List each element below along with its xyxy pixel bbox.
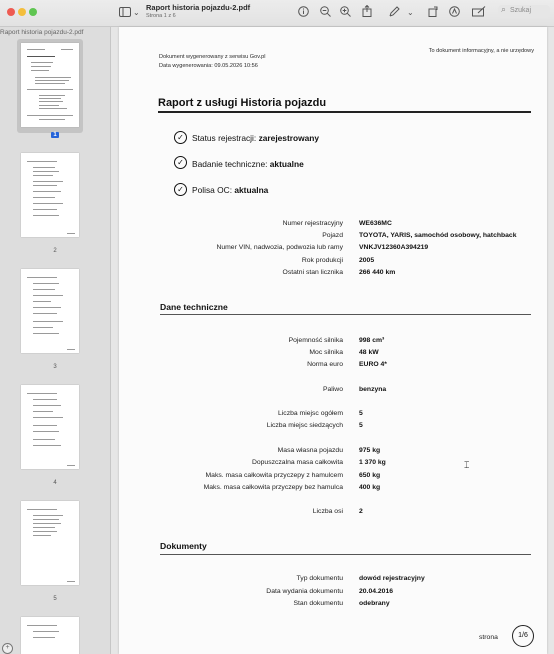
generated-date-text: Data wygenerowania: 09.05.2026 10:56 xyxy=(159,63,258,69)
value-vehicle: TOYOTA, YARIS, samochód osobowy, hatchback xyxy=(359,232,517,239)
informational-notice: To dokument informacyjny, a nie urzędowy xyxy=(428,48,534,54)
status-insurance: Polisa OC: aktualna xyxy=(192,185,269,195)
chevron-down-icon[interactable]: ⌄ xyxy=(407,8,414,17)
generated-source-text: Dokument wygenerowany z serwisu Gov.pl xyxy=(159,54,266,60)
page-number-3[interactable]: 3 xyxy=(53,364,57,370)
value-gross-weight: 1 370 kg xyxy=(359,459,386,466)
label-axles: Liczba osi xyxy=(312,508,343,515)
value-axles: 2 xyxy=(359,508,363,515)
page-thumbnail-3[interactable] xyxy=(17,265,83,359)
status-technical-inspection: Badanie techniczne: aktualne xyxy=(192,159,304,169)
label-engine-capacity: Pojemność silnika xyxy=(288,337,343,344)
label-fuel: Paliwo xyxy=(322,386,343,393)
document-title: Raport historia pojazdu-2.pdf xyxy=(146,3,251,12)
value-curb-weight: 975 kg xyxy=(359,447,381,454)
page-thumbnail-image xyxy=(21,269,79,353)
zoom-out-icon[interactable] xyxy=(320,6,331,20)
info-icon[interactable] xyxy=(298,6,309,20)
label-document-type: Typ dokumentu xyxy=(296,575,343,582)
highlight-icon[interactable] xyxy=(449,6,460,20)
rotate-icon[interactable] xyxy=(428,6,439,20)
label-unbraked-trailer: Maks. masa całkowita przyczepy bez hamulca xyxy=(203,484,343,491)
value-engine-capacity: 998 cm³ xyxy=(359,337,385,344)
label-vehicle: Pojazd xyxy=(322,232,343,239)
pdf-page xyxy=(119,27,547,654)
value-document-state: odebrany xyxy=(359,600,390,607)
thumbnail-sidebar[interactable] xyxy=(0,27,111,654)
label-seated-places: Liczba miejsc siedzących xyxy=(266,422,343,429)
page-thumbnail-image xyxy=(21,43,79,127)
technical-section-divider xyxy=(160,314,531,315)
label-euro-norm: Norma euro xyxy=(307,361,343,368)
mouse-pointer-icon: ⌶ xyxy=(464,461,470,471)
value-fuel: benzyna xyxy=(359,386,387,393)
search-input[interactable] xyxy=(498,5,550,18)
footer-page-number: 1/6 xyxy=(512,625,534,647)
label-vin: Numer VIN, nadwozia, podwozia lub ramy xyxy=(216,244,343,251)
value-issue-date: 20.04.2016 xyxy=(359,588,394,595)
chevron-down-icon[interactable]: ⌄ xyxy=(133,8,140,17)
check-circle-icon: ✓ xyxy=(174,183,187,196)
page-thumbnail-2[interactable] xyxy=(17,149,83,243)
value-odometer: 266 440 km xyxy=(359,269,396,276)
page-number-1[interactable]: 1 xyxy=(53,132,57,138)
label-registration-number: Numer rejestracyjny xyxy=(282,220,343,227)
title-divider xyxy=(158,111,531,113)
search-icon: ⌕ xyxy=(501,5,507,15)
value-seated-places: 5 xyxy=(359,422,363,429)
sidebar-toggle-icon[interactable] xyxy=(119,7,131,20)
page-thumbnail-image xyxy=(21,501,79,585)
label-total-seats: Liczba miejsc ogółem xyxy=(278,410,343,417)
check-circle-icon: ✓ xyxy=(174,156,187,169)
value-braked-trailer: 650 kg xyxy=(359,472,381,479)
close-window-button[interactable] xyxy=(7,8,15,16)
page-thumbnail-4[interactable] xyxy=(17,381,83,475)
document-page-count: Strona 1 z 6 xyxy=(146,13,176,19)
document-viewer[interactable] xyxy=(111,27,554,654)
report-title: Raport z usługi Historia pojazdu xyxy=(158,97,327,109)
label-gross-weight: Dopuszczalna masa całkowita xyxy=(251,459,343,466)
page-thumbnail-6[interactable] xyxy=(17,613,83,654)
value-production-year: 2005 xyxy=(359,257,375,264)
status-registration: Status rejestracji: zarejestrowany xyxy=(192,133,320,143)
footer-page-label: strona xyxy=(479,634,498,641)
page-number-5[interactable]: 5 xyxy=(53,596,57,602)
minimize-window-button[interactable] xyxy=(18,8,26,16)
value-euro-norm: EURO 4* xyxy=(359,361,387,368)
add-page-icon[interactable]: + xyxy=(2,643,13,654)
sidebar-file-label: Raport historia pojazdu-2.pdf xyxy=(0,29,84,36)
zoom-window-button[interactable] xyxy=(29,8,37,16)
label-document-state: Stan dokumentu xyxy=(293,600,343,607)
markup-pen-icon[interactable] xyxy=(389,6,400,20)
toolbar xyxy=(0,0,554,27)
page-thumbnail-image xyxy=(21,153,79,237)
value-unbraked-trailer: 400 kg xyxy=(359,484,381,491)
page-number-4[interactable]: 4 xyxy=(53,480,57,486)
label-curb-weight: Masa własna pojazdu xyxy=(277,447,343,454)
page-thumbnail-image xyxy=(21,385,79,469)
label-production-year: Rok produkcji xyxy=(301,257,343,264)
page-number-2[interactable]: 2 xyxy=(53,248,57,254)
documents-section-title: Dokumenty xyxy=(160,541,207,551)
page-thumbnail-5[interactable] xyxy=(17,497,83,591)
label-odometer: Ostatni stan licznika xyxy=(282,269,343,276)
value-engine-power: 48 kW xyxy=(359,349,379,356)
page-thumbnail-image xyxy=(21,617,79,654)
label-engine-power: Moc silnika xyxy=(309,349,343,356)
value-vin: VNKJV12360A394219 xyxy=(359,244,429,251)
zoom-in-icon[interactable] xyxy=(340,6,351,20)
page-thumbnail-1[interactable] xyxy=(17,39,83,133)
value-total-seats: 5 xyxy=(359,410,363,417)
check-circle-icon: ✓ xyxy=(174,131,187,144)
value-registration-number: WE636MC xyxy=(359,220,392,227)
label-issue-date: Data wydania dokumentu xyxy=(266,588,343,595)
label-braked-trailer: Maks. masa całkowita przyczepy z hamulcem xyxy=(205,472,343,479)
search-placeholder: Szukaj xyxy=(510,7,532,14)
share-icon[interactable] xyxy=(362,5,372,20)
technical-section-title: Dane techniczne xyxy=(160,302,228,312)
annotate-icon[interactable] xyxy=(472,6,486,20)
value-document-type: dowód rejestracyjny xyxy=(359,575,425,582)
documents-section-divider xyxy=(160,554,531,555)
